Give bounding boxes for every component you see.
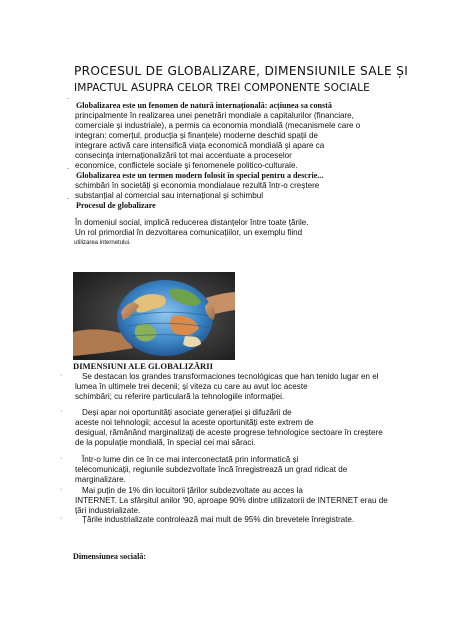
bullet-marker: ¨ [67,168,70,175]
dimensions-line: Țările industrializate controlează mai mult de 95% din brevetele înregistrate. [82,515,355,524]
bullet-marker: ¨ [67,198,70,205]
social-line: În domeniul social, implică reducerea distanțelor între toate țările. [75,218,309,227]
document-title-line-1: PROCESUL DE GLOBALIZARE, DIMENSIUNILE SALE ȘI [74,64,409,78]
bullet-marker: · [60,455,63,462]
intro-line: integrare activă care intensifică viața economică mondială și apare ca [75,141,325,150]
intro-line: principalmente în realizarea unei penetrări mondiale a capitalurilor (financiare, [75,111,354,120]
bullet-marker: ¨ [67,98,70,105]
intro2-line: schimbări în societăți și economia mondialaue rezultă într-o creștere [75,181,320,190]
dimensions-line: telecomunicații, regiunile subdezvoltate încă înregistrează un grad ridicat de [75,465,348,474]
globe-hands-illustration [73,272,235,360]
social-dimension-heading: Dimensiunea socială: [73,552,147,561]
dimensions-line: Deși apar noi oportunități asociate generației și difuzării de [82,408,292,417]
dimensions-line: de la populație mondială, în special cei mai săraci. [75,438,256,447]
intro-line: integran: comerțul, producția și finanțele) moderne deschid spații de [75,131,318,140]
bullet-marker: · [60,486,63,493]
dimensions-line: aceste noi tehnologii; accesul la aceste oportunități este extrem de [75,418,314,427]
dimensions-line: țări industrializate. [75,506,141,515]
section-heading-globalization-process: Procesul de globalizare [76,201,156,210]
dimensions-line: INTERNET. La sfârșitul anilor '90, aproape 90% dintre utilizatorii de INTERNET erau de [75,496,388,505]
document-title-line-2: IMPACTUL ASUPRA CELOR TREI COMPONENTE SOCIALE [74,82,370,94]
dimensions-line: schimbări; cu referire particulară la tehnologiile informației. [75,392,285,401]
intro-line: comerciale și industriale), a permis ca economia mondială (mecanismele care o [75,121,361,130]
intro2-line: substanțial al comercial sau internațional și schimbul [75,191,264,200]
bullet-marker: · [60,515,63,522]
small-note: utilizarea internetului. [74,240,131,246]
dimensions-heading: DIMENSIUNI ALE GLOBALIZĂRII [73,361,213,371]
hands-holding-globe-photo [73,272,235,360]
bullet-marker: · [60,372,63,379]
dimensions-line: desigual, rămânând marginalizați de aceste progrese tehnologice sectoare în creștere [75,428,383,437]
dimensions-line: Mai puțin de 1% din locuitorii țărilor subdezvoltate au acces la [82,486,303,495]
dimensions-line: lumea în ultimele trei decenii; și viteza cu care au avut loc aceste [75,382,308,391]
dimensions-line: Într-o lume din ce în ce mai interconectată prin informatică și [82,455,299,464]
dimensions-line: marginalizare. [75,475,126,484]
intro-line: economice, conflictele sociale și fenomenele politico-culturale. [75,161,298,170]
dimensions-line: Se destacan los grandes transformaciones tecnológicas que han tenido lugar en el [82,372,379,381]
intro-line: Globalizarea este un fenomen de natură internațională: acțiunea sa constă [76,101,332,110]
social-line: Un rol primordial în dezvoltarea comunicațiilor, un exemplu fiind [75,228,303,237]
intro2-line: Globalizarea este un termen modern folosit în special pentru a descrie... [76,171,324,180]
bullet-marker: · [60,408,63,415]
intro-line: consecința internaționalizării tot mai accentuate a proceselor [75,151,292,160]
